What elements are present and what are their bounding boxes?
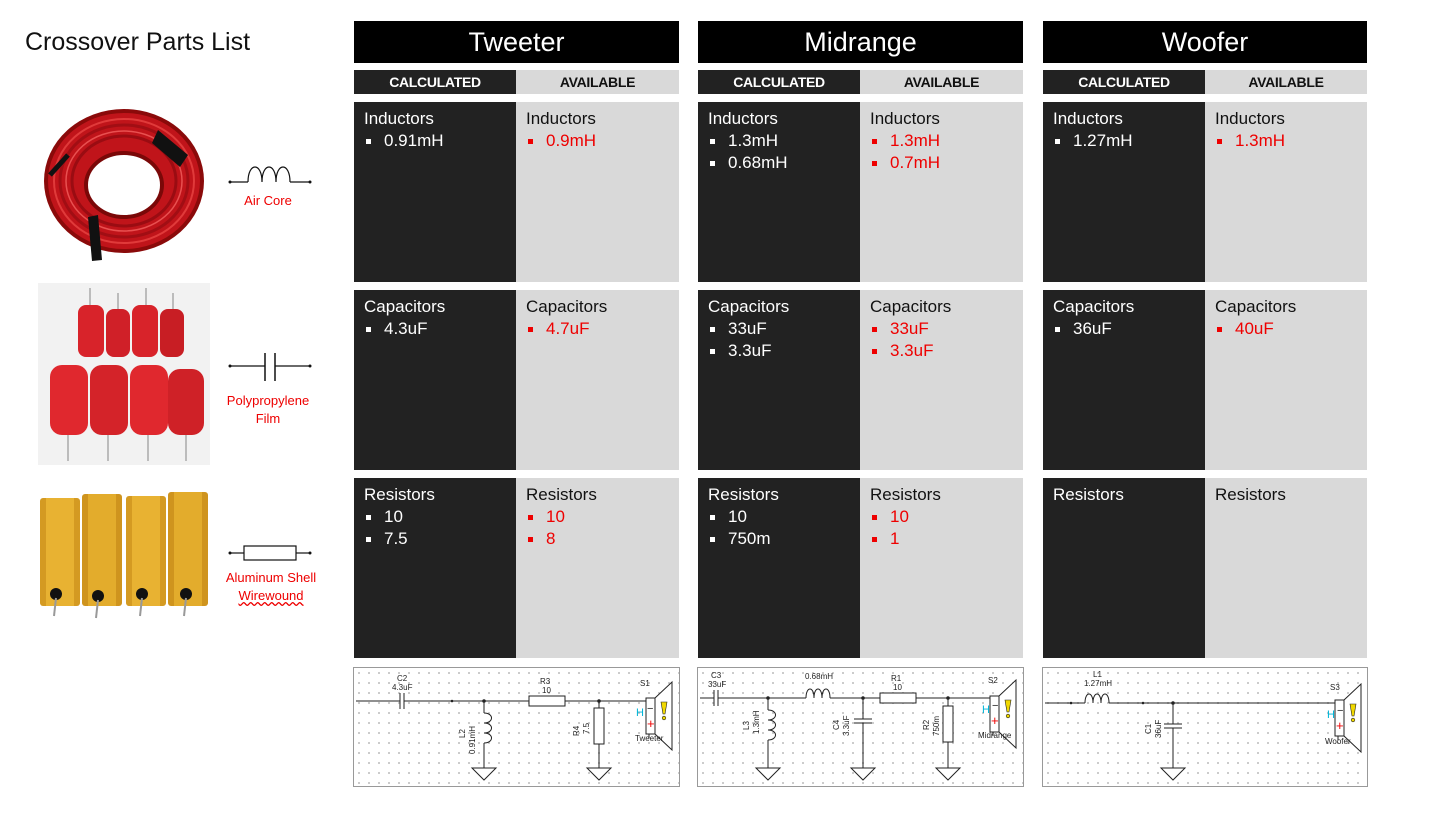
cell-tweeter-inductors-calculated bbox=[354, 102, 516, 282]
woofer-s3-label: S3 bbox=[1330, 683, 1340, 692]
value-item: 7.5 bbox=[364, 528, 506, 550]
tweeter-r3-value: 10 bbox=[542, 686, 551, 695]
value-item: 4.3uF bbox=[364, 318, 506, 340]
air-core-inductor-image bbox=[38, 95, 210, 267]
cell-label: Capacitors bbox=[870, 297, 952, 316]
midrange-l3-label: L3 bbox=[742, 721, 751, 730]
resistor-symbol-icon bbox=[228, 543, 314, 563]
cell-woofer-inductors-available bbox=[1205, 102, 1367, 282]
midrange-c4-label: C4 bbox=[832, 719, 841, 730]
cell-midrange-resistors-calculated bbox=[698, 478, 860, 658]
midrange-r2-label: R2 bbox=[922, 719, 931, 730]
tweeter-r3-label: R3 bbox=[540, 677, 551, 686]
aluminum-resistors-image bbox=[32, 486, 214, 621]
tweeter-l2-label: L2 bbox=[458, 729, 467, 738]
woofer-c1-label: C1 bbox=[1144, 723, 1153, 734]
midrange-c3-label: C3 bbox=[711, 671, 722, 680]
woofer-speaker-label: Woofer bbox=[1325, 737, 1351, 746]
cell-woofer-resistors-available bbox=[1205, 478, 1367, 658]
cell-tweeter-capacitors-calculated bbox=[354, 290, 516, 470]
cell-label: Inductors bbox=[870, 109, 940, 128]
value-item: 750m bbox=[708, 528, 850, 550]
sub-header-available: AVAILABLE bbox=[516, 70, 679, 94]
midrange-r2-value: 750m bbox=[932, 715, 941, 736]
value-list bbox=[708, 506, 850, 550]
value-item: 10 bbox=[870, 506, 1013, 528]
midrange-speaker-label: Midrange bbox=[978, 731, 1012, 740]
midrange-c3-value: 33uF bbox=[708, 680, 727, 689]
midrange-r1-label: R1 bbox=[891, 674, 902, 683]
column-header-midrange: Midrange bbox=[698, 21, 1023, 63]
value-list bbox=[526, 130, 669, 152]
cell-label: Capacitors bbox=[1053, 297, 1135, 316]
value-item: 1.27mH bbox=[1053, 130, 1195, 152]
cell-label: Resistors bbox=[364, 485, 435, 504]
cell-midrange-resistors-available bbox=[860, 478, 1023, 658]
part-label-line: Air Core bbox=[244, 193, 292, 208]
cell-midrange-capacitors-calculated bbox=[698, 290, 860, 470]
value-item: 33uF bbox=[870, 318, 1013, 340]
polypropylene-capacitors-image bbox=[38, 283, 210, 465]
midrange-plus-mark: + bbox=[991, 713, 999, 728]
schematic-woofer-diagram bbox=[1043, 668, 1367, 786]
value-list bbox=[1215, 130, 1357, 152]
tweeter-r4-label: R4 bbox=[572, 725, 581, 736]
midrange-minus-mark: − bbox=[992, 700, 999, 712]
value-item: 10 bbox=[708, 506, 850, 528]
sub-header-available: AVAILABLE bbox=[1205, 70, 1367, 94]
value-item: 8 bbox=[526, 528, 669, 550]
woofer-l1-value: 1.27mH bbox=[1084, 679, 1113, 688]
part-label-line: Film bbox=[255, 411, 281, 426]
value-list bbox=[870, 506, 1013, 550]
cell-midrange-capacitors-available bbox=[860, 290, 1023, 470]
tweeter-h-mark: H bbox=[636, 707, 644, 719]
column-header-tweeter: Tweeter bbox=[354, 21, 679, 63]
value-item: 40uF bbox=[1215, 318, 1357, 340]
cell-midrange-inductors-available bbox=[860, 102, 1023, 282]
value-list bbox=[708, 130, 850, 174]
sub-header-available: AVAILABLE bbox=[860, 70, 1023, 94]
value-list bbox=[708, 318, 850, 362]
tweeter-c2-value: 4.3uF bbox=[392, 683, 413, 692]
cell-woofer-capacitors-calculated bbox=[1043, 290, 1205, 470]
woofer-h-mark: H bbox=[1327, 709, 1335, 721]
part-label-polypropylene bbox=[208, 392, 328, 428]
value-item: 1 bbox=[870, 528, 1013, 550]
cell-label: Capacitors bbox=[364, 297, 446, 316]
tweeter-c2-label: C2 bbox=[397, 674, 408, 683]
woofer-c1-value: 36uF bbox=[1154, 719, 1163, 738]
woofer-minus-mark: − bbox=[1337, 705, 1344, 717]
cell-label: Inductors bbox=[364, 109, 434, 128]
part-label-line: Aluminum Shell bbox=[225, 570, 317, 585]
value-list bbox=[526, 506, 669, 550]
cell-label: Capacitors bbox=[708, 297, 790, 316]
woofer-l1-label: L1 bbox=[1093, 670, 1102, 679]
cell-label: Resistors bbox=[870, 485, 941, 504]
value-item: 0.68mH bbox=[708, 152, 850, 174]
cell-tweeter-inductors-available bbox=[516, 102, 679, 282]
column-header-woofer: Woofer bbox=[1043, 21, 1367, 63]
value-list bbox=[364, 506, 506, 550]
cell-label: Capacitors bbox=[1215, 297, 1297, 316]
value-item: 10 bbox=[526, 506, 669, 528]
schematic-woofer bbox=[1042, 667, 1368, 787]
schematic-tweeter-diagram bbox=[354, 668, 679, 786]
cell-label: Resistors bbox=[1215, 485, 1286, 504]
tweeter-s1-label: S1 bbox=[640, 679, 650, 688]
cell-woofer-inductors-calculated bbox=[1043, 102, 1205, 282]
value-list bbox=[1053, 318, 1195, 340]
cell-midrange-inductors-calculated bbox=[698, 102, 860, 282]
midrange-c4-value: 3.3uF bbox=[842, 715, 851, 736]
midrange-h-mark: H bbox=[982, 704, 990, 716]
schematic-tweeter bbox=[353, 667, 680, 787]
inductor-symbol-icon bbox=[228, 158, 314, 188]
cell-label: Resistors bbox=[708, 485, 779, 504]
value-item: 1.3mH bbox=[870, 130, 1013, 152]
value-item: 3.3uF bbox=[870, 340, 1013, 362]
value-item: 1.3mH bbox=[1215, 130, 1357, 152]
midrange-l-top-value: 0.68mH bbox=[805, 672, 834, 681]
value-item: 1.3mH bbox=[708, 130, 850, 152]
schematic-midrange-diagram bbox=[698, 668, 1023, 786]
value-item: 4.7uF bbox=[526, 318, 669, 340]
value-item: 0.9mH bbox=[526, 130, 669, 152]
value-list bbox=[870, 318, 1013, 362]
tweeter-plus-mark: + bbox=[647, 716, 655, 731]
cell-tweeter-capacitors-available bbox=[516, 290, 679, 470]
part-label-air-core bbox=[208, 192, 328, 210]
value-item: 10 bbox=[364, 506, 506, 528]
sub-header-calculated: CALCULATED bbox=[698, 70, 860, 94]
cell-label: Capacitors bbox=[526, 297, 608, 316]
tweeter-l2-value: 0.91mH bbox=[468, 725, 477, 754]
sub-header-calculated: CALCULATED bbox=[1043, 70, 1205, 94]
cell-label: Inductors bbox=[1053, 109, 1123, 128]
cell-label: Resistors bbox=[1053, 485, 1124, 504]
cell-tweeter-resistors-calculated bbox=[354, 478, 516, 658]
page-title: Crossover Parts List bbox=[25, 28, 251, 56]
capacitor-symbol-icon bbox=[228, 351, 314, 383]
cell-label: Inductors bbox=[708, 109, 778, 128]
midrange-r1-value: 10 bbox=[893, 683, 902, 692]
cell-label: Inductors bbox=[526, 109, 596, 128]
tweeter-r4-value: 7.5 bbox=[582, 722, 591, 734]
cell-woofer-capacitors-available bbox=[1205, 290, 1367, 470]
cell-tweeter-resistors-available bbox=[516, 478, 679, 658]
value-list bbox=[1215, 318, 1357, 340]
schematic-midrange bbox=[697, 667, 1024, 787]
tweeter-speaker-label: Tweeter bbox=[635, 734, 664, 743]
value-item: 3.3uF bbox=[708, 340, 850, 362]
value-item: 0.91mH bbox=[364, 130, 506, 152]
woofer-plus-mark: + bbox=[1336, 718, 1344, 733]
value-list bbox=[526, 318, 669, 340]
cell-label: Resistors bbox=[526, 485, 597, 504]
cell-woofer-resistors-calculated bbox=[1043, 478, 1205, 658]
value-item: 33uF bbox=[708, 318, 850, 340]
sub-header-calculated: CALCULATED bbox=[354, 70, 516, 94]
value-list bbox=[870, 130, 1013, 174]
midrange-l3-value: 1.3mH bbox=[752, 710, 761, 734]
part-label-line: Wirewound bbox=[238, 588, 304, 603]
value-item: 36uF bbox=[1053, 318, 1195, 340]
cell-label: Inductors bbox=[1215, 109, 1285, 128]
tweeter-minus-mark: − bbox=[647, 703, 654, 715]
value-list bbox=[364, 318, 506, 340]
value-list bbox=[1053, 130, 1195, 152]
midrange-s2-label: S2 bbox=[988, 676, 998, 685]
value-list bbox=[364, 130, 506, 152]
value-item: 0.7mH bbox=[870, 152, 1013, 174]
part-label-aluminum-shell bbox=[211, 569, 331, 605]
part-label-line: Polypropylene bbox=[226, 393, 310, 408]
